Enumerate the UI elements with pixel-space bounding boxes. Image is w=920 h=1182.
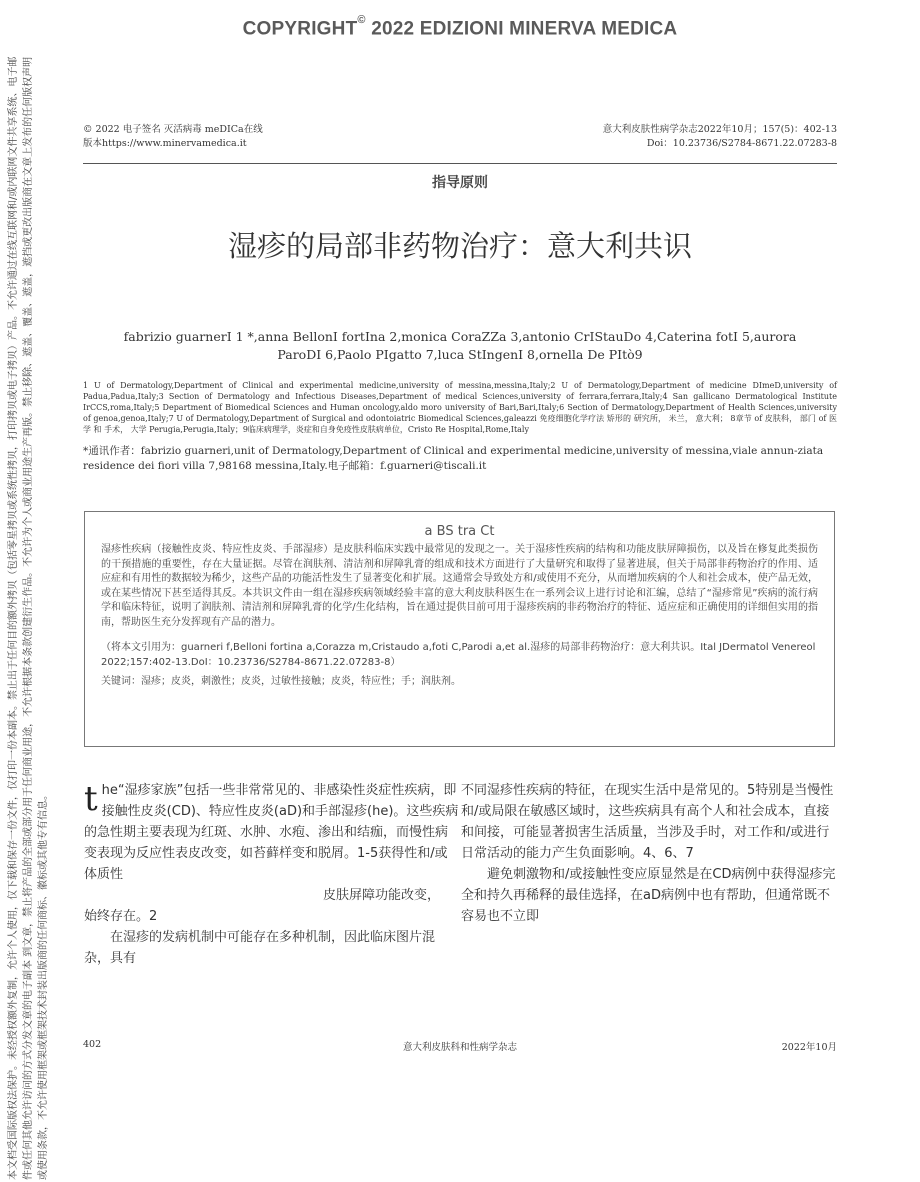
abstract-body: 湿疹性疾病（接触性皮炎、特应性皮炎、手部湿疹）是皮肤科临床实践中最常见的发现之一。关于湿疹性疾病的结构和功能皮肤屏障损伤，以及旨在修复此类损伤的干预措施的重要性，存在大量证据。尽管在润肤剂、清洁剂和屏障乳膏的组成和技术方面进行了大量研究和取得了显著进展，但关于局部非药物治疗的作用、适应症和有用性的数据较为稀少，这些产品的功能活性发生了显著变化和扩展。这通常会导致处方和/或使用不充分，从而增加疾病的个人和社会成本，使产品无效，或在某些情况下甚至适得其反。本共识文件由一组在湿疹疾病领域经验丰富的意大利皮肤科医生在一系列会议上进行讨论和汇编，总结了“湿疹常见”疾病的流行病学和临床特征，说明了润肤剂、清洁剂和屏障乳膏的化学/生化结构，旨在通过提供目前可用于湿疹疾病的非药物治疗的特征、适应症和正确使用的详细但实用的指南，帮助医生充分发挥现有产品的潜力。 bbox=[101, 544, 818, 628]
copyright-banner bbox=[0, 14, 920, 40]
body-column-left bbox=[84, 780, 460, 969]
copyright-symbol: © bbox=[357, 14, 366, 26]
paragraph-features: 不同湿疹性疾病的特征，在现实生活中是常见的。5特别是当慢性和/或局限在敏感区域时，这些疾病具有高个人和社会成本，直接和间接，可能显著损害生活质量，当涉及手时，对工作和/或进行日常活动的能力产生负面影响。4、6、7 bbox=[461, 783, 834, 861]
doi[interactable]: Doi：10.23736/S2784-8671.22.07283-8 bbox=[646, 138, 837, 149]
article-title: 湿疹的局部非药物治疗：意大利共识 bbox=[227, 229, 692, 263]
dropcap: t bbox=[84, 779, 98, 819]
footer-journal: 意大利皮肤科和性病学杂志 bbox=[402, 1042, 517, 1053]
header-left-line1: © 2022 电子签名 灭活病毒 meDICa在线 bbox=[83, 124, 263, 135]
intro-end: 始终存在。2 bbox=[84, 909, 158, 924]
side-copyright-notice bbox=[0, 0, 62, 1182]
section-label: 指导原则 bbox=[432, 175, 488, 191]
header-right bbox=[603, 123, 837, 151]
copyright-suffix: 2022 EDIZIONI MINERVA MEDICA bbox=[371, 18, 678, 40]
paragraph-avoidance: 避免刺激物和/或接触性变应原显然是在CD病例中获得湿疹完全和持久再稀释的最佳选择，在aD病例中也有帮助，但通常既不容易也不立即 bbox=[461, 867, 836, 924]
affiliations: 1 U of Dermatology,Department of Clinical and experimental medicine,university of messina,messina,Italy;2 U of Dermatology,Department of medicine DImeD,university of Padua,Padua,Italy;3 Section of Dermatology and Infectious Diseases,Department of medical Sciences,university of ferrara,ferrara,Italy;4 San gallicano Dermatological Institute IrCCS,roma,Italy;5 Department of Biomedical Sciences and Human oncology,aldo moro university of Bari,Bari,Italy;6 Section of Dermatology,Department of Health Sciences,university of genoa,genoa,Italy;7 U of Dermatology,Department of Surgical and odontoiatric Biomedical Sciences,galeazzi 免疫细胞化学疗法 矫形的 研究所， 米兰， 意大利； 8章节 of 皮肤科， 部门 of 医学 和 手术， 大学 Perugia,Perugia,Italy；9临床病理学，炎症和自身免疫性皮肤病单位，Cristo Re Hospital,Rome,Italy bbox=[83, 381, 837, 434]
abstract-box bbox=[84, 511, 835, 747]
body-column-right bbox=[461, 780, 837, 927]
side-notice-text: 本文档受国际版权法保护。未经授权额外复制，允许个人使用，仅下载和保存一份文件，仅打印一份本副本。禁止出于任何目的额外拷贝（包括零星拷贝或系统性拷贝，打印拷贝或电子拷贝）产品。不允许通过在线互联网和/或内联网文件共享系统、电子邮件或任何其他允许访问的方式分发文章的电子副本 到文章，禁止将产品的全部或部分用于任何商业用途，不允许根据本条款创建衍生作品。不允许为个人或商业用途生产再版。禁止移除、遮盖、覆盖、遮盖，遮挡或更改出版商在文章上发布的任何版权声明或使用条款，不允许使用框架或框架技术封装出版商的任何商标、徽标或其他专有信息。 bbox=[8, 56, 49, 1180]
intro-tail: 皮肤屏障功能改变， bbox=[322, 888, 440, 903]
paragraph-intro bbox=[84, 780, 460, 885]
header-left bbox=[83, 123, 263, 151]
copyright-prefix: COPYRIGHT bbox=[242, 18, 358, 40]
page-number: 402 bbox=[83, 1039, 102, 1050]
paragraph-pathogenesis: 在湿疹的发病机制中可能存在多种机制，因此临床图片混杂，具有 bbox=[84, 930, 436, 966]
abstract-keywords: 关键词：湿疹；皮炎，刺激性；皮炎，过敏性接触；皮炎，特应性；手；润肤剂。 bbox=[101, 676, 461, 687]
corresponding-author: *通讯作者：fabrizio guarneri,unit of Dermatology,Department of Clinical and experimental medicine,university of messina,viale annun-ziata residence dei fiori villa 7,98168 messina,Italy.电子邮箱：f.guarneri@tiscali.it bbox=[83, 445, 824, 472]
journal-citation: 意大利皮肤性病学杂志2022年10月；157(5)：402-13 bbox=[602, 124, 837, 135]
footer-date: 2022年10月 bbox=[781, 1042, 837, 1053]
author-list: fabrizio guarnerI 1 *,anna BellonI fortIna 2,monica CoraZZa 3,antonio CrIStauDo 4,Caterina fotI 5,aurora ParoDI 6,Paolo PIgatto 7,luca StIngenI 8,ornella De PItò9 bbox=[123, 329, 797, 362]
header-left-line2[interactable]: 版本https://www.minervamedica.it bbox=[83, 138, 247, 149]
intro-text: he“湿疹家族”包括一些非常常见的、非感染性炎症性疾病，即接触性皮炎(CD)、特应性皮炎(aD)和手部湿疹(he)。这些疾病的急性期主要表现为红斑、水肿、水疱、渗出和结痂，而慢性病变表现为反应性表皮改变，如苔藓样变和脱屑。1-5获得性和/或体质性 bbox=[84, 783, 459, 882]
abstract-title: a BS tra Ct bbox=[424, 524, 495, 539]
header-rule bbox=[83, 163, 837, 164]
abstract-citation: （将本文引用为：guarneri f,Belloni fortina a,Corazza m,Cristaudo a,foti C,Parodi a,et al.湿疹的局部非药物治疗：意大利共识。Ital JDermatol Venereol 2022;157:402-13.DoI：10.23736/S2784-8671.22.07283-8） bbox=[101, 642, 816, 668]
